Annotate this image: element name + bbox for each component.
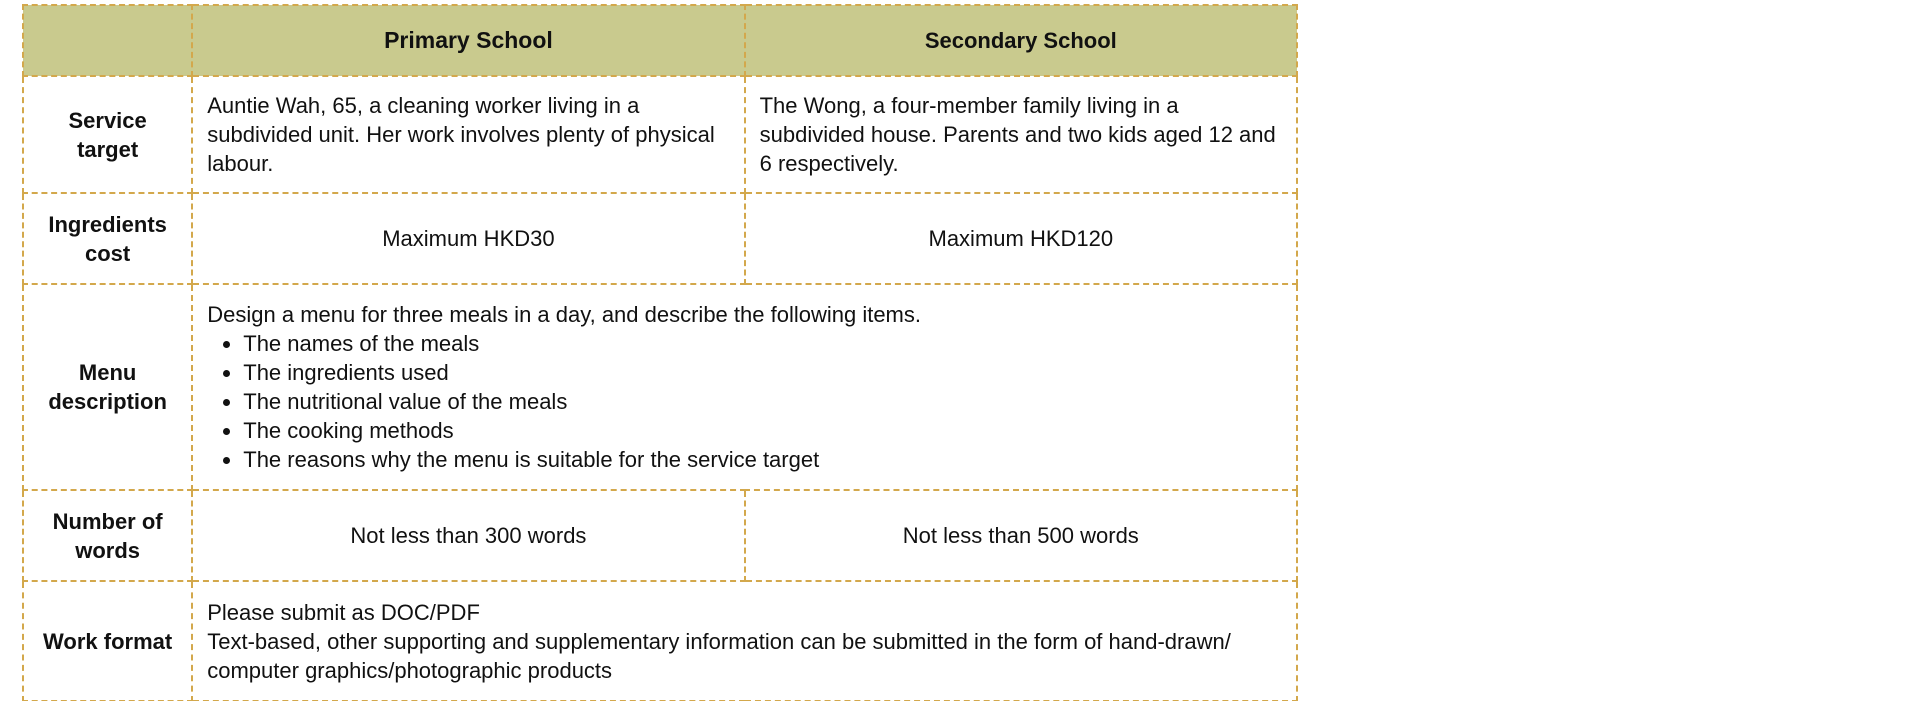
row-label-number-of-words: Number of words [23, 490, 192, 581]
header-primary-school: Primary School [192, 5, 744, 76]
row-label-ingredients-cost: Ingredients cost [23, 193, 192, 284]
list-item: • The ingredients used [243, 358, 1282, 387]
work-format-cell [192, 581, 1297, 701]
header-secondary-school: Secondary School [745, 5, 1297, 76]
header-row [23, 5, 1297, 76]
menu-description-cell [192, 284, 1297, 490]
header-corner-cell [23, 5, 192, 76]
work-format-line-1: Please submit as DOC/PDF [207, 599, 480, 625]
row-label-menu-description: Menu description [23, 284, 192, 490]
service-target-secondary: The Wong, a four-member family living in a subdivided house. Parents and two kids aged 12 and 6 respectively. [745, 76, 1297, 193]
work-format-line-2: Text-based, other supporting and supplementary information can be submitted in the form of hand-drawn/ computer graphics/photographic products [207, 628, 1231, 683]
ingredients-cost-primary: Maximum HKD30 [192, 193, 744, 284]
number-of-words-secondary: Not less than 500 words [745, 490, 1297, 581]
requirements-table [22, 4, 1298, 701]
ingredients-cost-secondary: Maximum HKD120 [745, 193, 1297, 284]
row-work-format [23, 581, 1297, 701]
row-number-of-words [23, 490, 1297, 581]
menu-description-list [207, 329, 1282, 474]
list-item: • The names of the meals [243, 329, 1282, 358]
list-item: • The nutritional value of the meals [243, 387, 1282, 416]
row-menu-description [23, 284, 1297, 490]
menu-description-intro: Design a menu for three meals in a day, and describe the following items. [207, 302, 921, 327]
row-label-service-target: Service target [23, 76, 192, 193]
row-ingredients-cost [23, 193, 1297, 284]
list-item: • The reasons why the menu is suitable for the service target [243, 445, 1282, 474]
row-service-target [23, 76, 1297, 193]
service-target-primary: Auntie Wah, 65, a cleaning worker living in a subdivided unit. Her work involves plenty of physical labour. [192, 76, 744, 193]
number-of-words-primary: Not less than 300 words [192, 490, 744, 581]
list-item: • The cooking methods [243, 416, 1282, 445]
row-label-work-format: Work format [23, 581, 192, 701]
